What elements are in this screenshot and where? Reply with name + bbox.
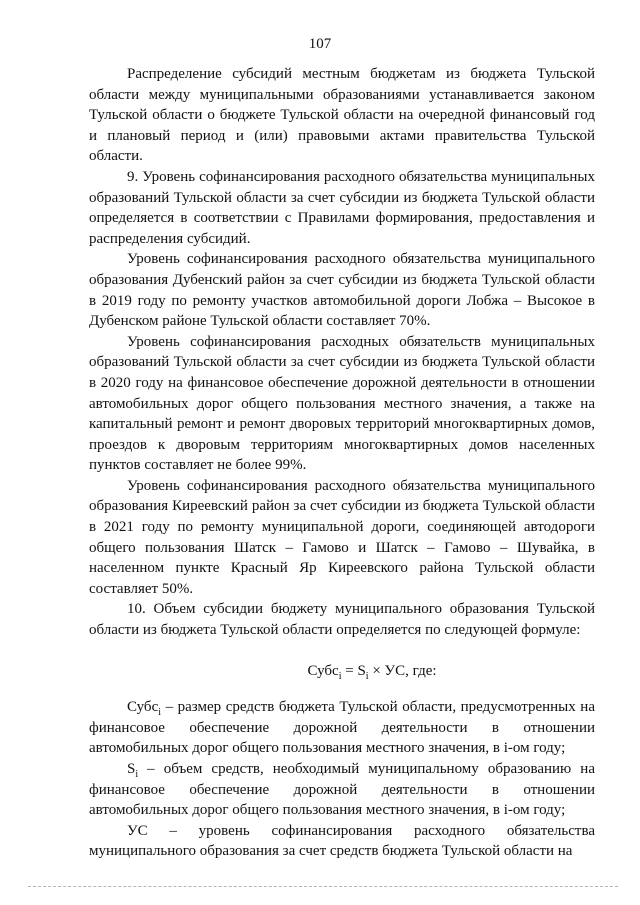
formula-s-index: i	[365, 670, 369, 682]
definition-subs	[89, 697, 595, 759]
definition-us	[89, 821, 595, 862]
formula-eq: = S	[341, 662, 366, 679]
definition-text: – уровень софинансирования расходного обязательства муниципального образования за счет средств бюджета Тульской области на	[89, 822, 595, 860]
paragraph-item-9: 9. Уровень софинансирования расходного обязательства муниципальных образований Тульской области за счет субсидии из бюджета Тульской области определяется в соответствии с Правилами формирования, предоставления и распределения субсидий.	[89, 168, 595, 247]
paragraph-kireevsky: Уровень софинансирования расходного обязательства муниципального образования Киреевский район за счет субсидии из бюджета Тульской области в 2021 году по ремонту муниципальной дороги, соединяющей автодороги общего пользования Шатск – Гамово и Шатск – Гамово – Шувайка, в населенном пункте Красный Яр Киреевского района Тульской области составляет 50%.	[89, 477, 595, 597]
page-number: 107	[308, 36, 332, 52]
definition-text: – объем средств, необходимый муниципальному образованию на финансовое обеспечение дорожной деятельности в отношении автомобильных дорог общего пользования местного значения, в i-ом году;	[89, 761, 595, 819]
formula-lhs-index: i	[338, 670, 342, 682]
formula-lhs: Субс	[307, 662, 339, 679]
definition-s	[89, 759, 595, 821]
paragraph-2020-level: Уровень софинансирования расходных обязательств муниципальных образований Тульской области за счет субсидии из бюджета Тульской области в 2020 году на финансовое обеспечение дорожной деятельности в отношении автомобильных дорог общего пользования местного значения, а также на капитальный ремонт и ремонт дворовых территорий многоквартирных домов, проездов к дворовым территориям многоквартирных домов населенных пунктов составляет не более 99%.	[89, 333, 595, 474]
paragraph-dubensky: Уровень софинансирования расходного обязательства муниципального образования Дубенский район за счет субсидии из бюджета Тульской области в 2019 году по ремонту участков автомобильной дороги Лобжа – Высокое в Дубенском районе Тульской области составляет 70%.	[89, 251, 595, 330]
definition-term: Субс	[127, 699, 159, 716]
paragraph-item-10: 10. Объем субсидии бюджету муниципального образования Тульской области из бюджета Тульской области определяется по следующей формуле:	[89, 601, 595, 639]
scan-footer-line	[28, 886, 618, 889]
definition-term-index: i	[158, 707, 162, 719]
formula-rhs: × УС, где:	[368, 662, 437, 679]
definition-text: – размер средств бюджета Тульской области, предусмотренных на финансовое обеспечение дорожной деятельности в отношении автомобильных дорог общего пользования местного значения, в i-ом году;	[89, 699, 595, 757]
document-body	[89, 64, 595, 862]
definition-term-index: i	[135, 769, 139, 780]
definition-term: УС	[127, 822, 148, 839]
paragraph-distribution: Распределение субсидий местным бюджетам из бюджета Тульской области между муниципальными образованиями устанавливается законом Тульской области о бюджете Тульской области на очередной финансовый год и плановый период и (или) правовыми актами правительства Тульской области.	[89, 66, 595, 165]
definition-term: S	[127, 761, 136, 777]
subsidy-formula	[89, 661, 595, 682]
